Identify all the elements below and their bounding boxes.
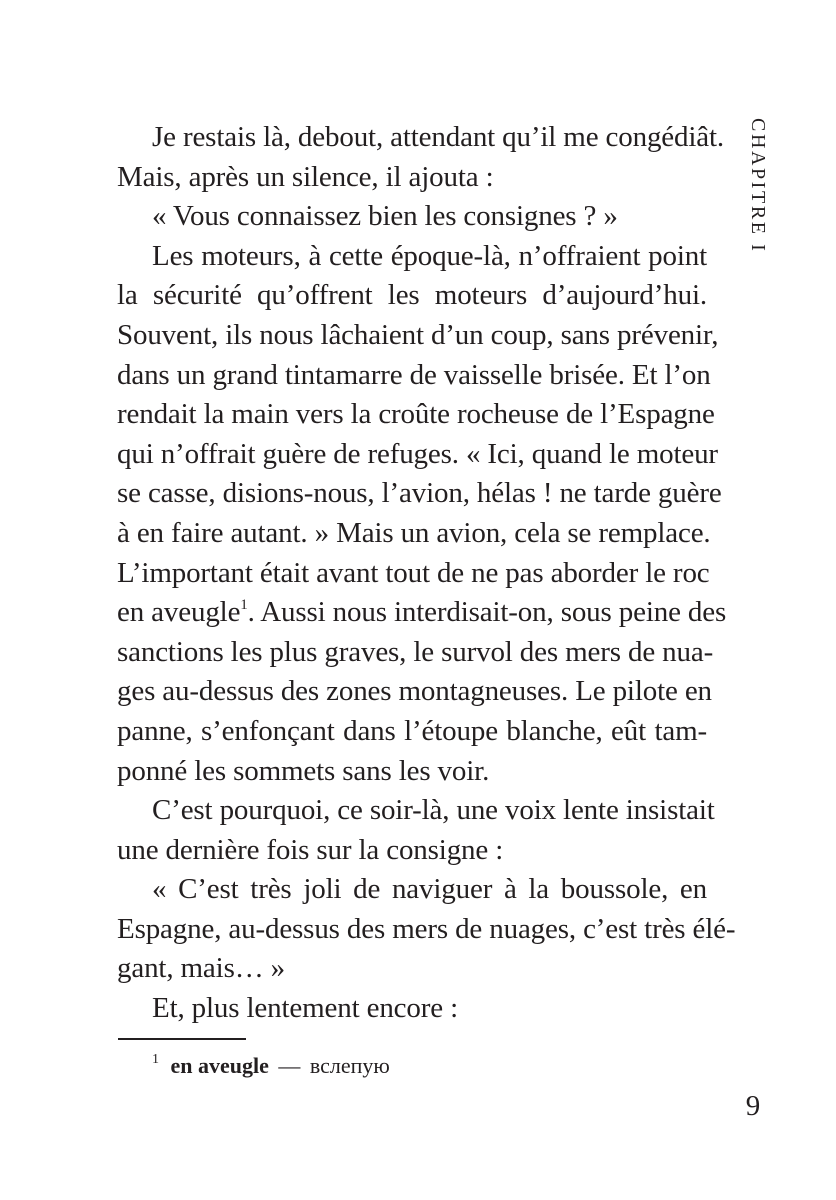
text-line: sanctions les plus graves, le survol des mers de nua-: [117, 635, 714, 668]
text-line: Espagne, au-dessus des mers de nuages, c’est très élé-: [117, 912, 736, 945]
chapter-running-head: CHAPITRE I: [747, 118, 769, 254]
text-line: une dernière fois sur la consigne :: [117, 833, 504, 866]
text-line: Les moteurs, à cette époque-là, n’offraient point: [152, 239, 707, 272]
footnote: [152, 1044, 390, 1082]
text-line: Mais, après un silence, il ajouta :: [117, 160, 494, 193]
text-line: « C’est très joli de naviguer à la boussole, en: [152, 873, 707, 906]
text-line: panne, s’enfonçant dans l’étoupe blanche, eût tam-: [117, 714, 707, 747]
text-line-rest: . Aussi nous interdisait-on, sous peine des: [247, 596, 727, 629]
footnote-dash: —: [278, 1053, 301, 1078]
text-line: Je restais là, debout, attendant qu’il me congédiât.: [152, 121, 725, 153]
footnote-translation: вслепую: [309, 1053, 390, 1078]
text-line: ponné les sommets sans les voir.: [117, 754, 490, 787]
text-line: à en faire autant. » Mais un avion, cela se remplace.: [117, 516, 711, 549]
text-line-with-footnote: [117, 593, 727, 633]
text-line: Et, plus lentement encore :: [152, 992, 458, 1025]
text-line: la sécurité qu’offrent les moteurs d’aujourd’hui.: [117, 279, 707, 312]
text-line: se casse, disions-nous, l’avion, hélas ! ne tarde guère: [117, 477, 722, 510]
text-line: qui n’offrait guère de refuges. « Ici, quand le moteur: [117, 437, 718, 470]
body-text: [117, 118, 736, 1029]
page-number: 9: [745, 1090, 761, 1122]
footnote-term: en aveugle: [170, 1053, 269, 1078]
text-line: ges au-dessus des zones montagneuses. Le pilote en: [117, 675, 712, 708]
footnote-reference[interactable]: 1: [240, 597, 248, 614]
text-line: rendait la main vers la croûte rocheuse de l’Espagne: [117, 398, 715, 431]
text-line: gant, mais… »: [117, 952, 286, 985]
text-line: C’est pourquoi, ce soir-là, une voix lente insistait: [152, 794, 715, 827]
text-line: « Vous connaissez bien les consignes ? »: [152, 200, 618, 233]
text-line: L’important était avant tout de ne pas aborder le roc: [117, 556, 710, 589]
text-line: Souvent, ils nous lâchaient d’un coup, sans prévenir,: [117, 318, 719, 351]
footnote-divider: [118, 1038, 246, 1040]
text-line: dans un grand tintamarre de vaisselle brisée. Et l’on: [117, 358, 711, 391]
footnoted-term: en aveugle: [117, 596, 241, 629]
footnote-marker: 1: [152, 1052, 159, 1067]
